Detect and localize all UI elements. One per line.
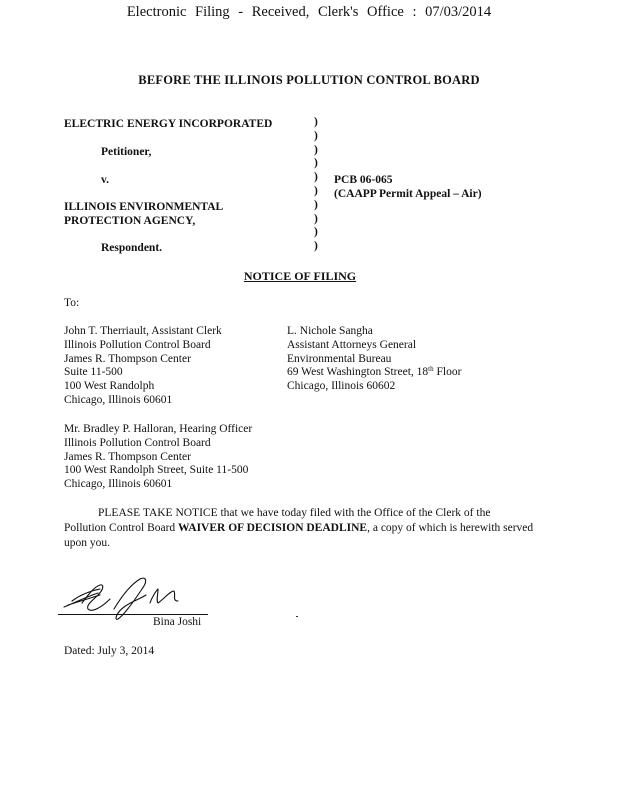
petitioner-role: Petitioner,	[101, 146, 152, 158]
case-type: (CAAPP Permit Appeal – Air)	[334, 188, 482, 200]
address-line: Assistant Attorneys General	[287, 338, 417, 351]
paren: )	[314, 198, 318, 211]
street-floor: Floor	[433, 366, 462, 379]
paren: )	[314, 129, 318, 142]
caption-parens	[314, 116, 318, 254]
hearing-officer-address-block	[64, 423, 252, 492]
address-line	[287, 366, 461, 380]
paren: )	[314, 240, 318, 253]
stray-mark	[296, 616, 298, 617]
petitioner-name: ELECTRIC ENERGY INCORPORATED	[64, 118, 273, 130]
respondent-name-line1: ILLINOIS ENVIRONMENTAL	[64, 201, 224, 213]
paragraph-text: PLEASE TAKE NOTICE that we have today filed with the Office of the Clerk of the Pollution Control Board	[64, 507, 491, 534]
paren: )	[314, 157, 318, 170]
paren: )	[314, 116, 318, 128]
address-line: John T. Therriault, Assistant Clerk	[64, 325, 222, 337]
board-title: BEFORE THE ILLINOIS POLLUTION CONTROL BOARD	[138, 73, 480, 87]
paren: )	[314, 212, 318, 225]
paren: )	[314, 226, 318, 239]
address-line: Mr. Bradley P. Halloran, Hearing Officer	[64, 423, 253, 435]
address-line: Environmental Bureau	[287, 352, 392, 365]
address-line: Chicago, Illinois 60601	[64, 393, 173, 406]
address-line: James R. Thompson Center	[64, 352, 191, 365]
document-title: WAIVER OF DECISION DEADLINE	[178, 522, 368, 534]
address-line: 100 West Randolph	[64, 380, 155, 393]
notice-title: NOTICE OF FILING	[243, 269, 357, 283]
signature-line	[58, 614, 208, 615]
paragraph-text-end: , a copy of which is herewith served upon you.	[64, 522, 534, 549]
ordinal-suffix: th	[428, 365, 434, 374]
to-label: To:	[64, 297, 80, 309]
street-text: 69 West Washington Street, 18	[287, 366, 429, 379]
address-line: Illinois Pollution Control Board	[64, 338, 211, 351]
address-line: L. Nichole Sangha	[287, 325, 373, 337]
address-line: Suite 11-500	[64, 366, 123, 379]
address-line: James R. Thompson Center	[64, 450, 191, 463]
signer-name: Bina Joshi	[153, 616, 202, 628]
address-line: 100 West Randolph Street, Suite 11-500	[64, 464, 249, 477]
address-line: Illinois Pollution Control Board	[64, 436, 211, 449]
filing-stamp: Electronic Filing - Received, Clerk's Office : 07/03/2014	[126, 4, 492, 20]
ag-address-block	[287, 325, 461, 394]
respondent-name-line2: PROTECTION AGENCY,	[64, 215, 196, 227]
case-number: PCB 06-065	[334, 174, 393, 186]
paren: )	[314, 143, 318, 156]
clerk-address-block	[64, 325, 222, 408]
paren: )	[314, 184, 318, 197]
address-line: Chicago, Illinois 60601	[64, 478, 173, 491]
notice-paragraph	[64, 506, 534, 551]
respondent-role: Respondent.	[101, 242, 163, 254]
dated-line: Dated: July 3, 2014	[64, 645, 155, 657]
address-line: Chicago, Illinois 60602	[287, 380, 396, 393]
paren: )	[314, 171, 318, 184]
versus-label: v.	[101, 174, 109, 186]
